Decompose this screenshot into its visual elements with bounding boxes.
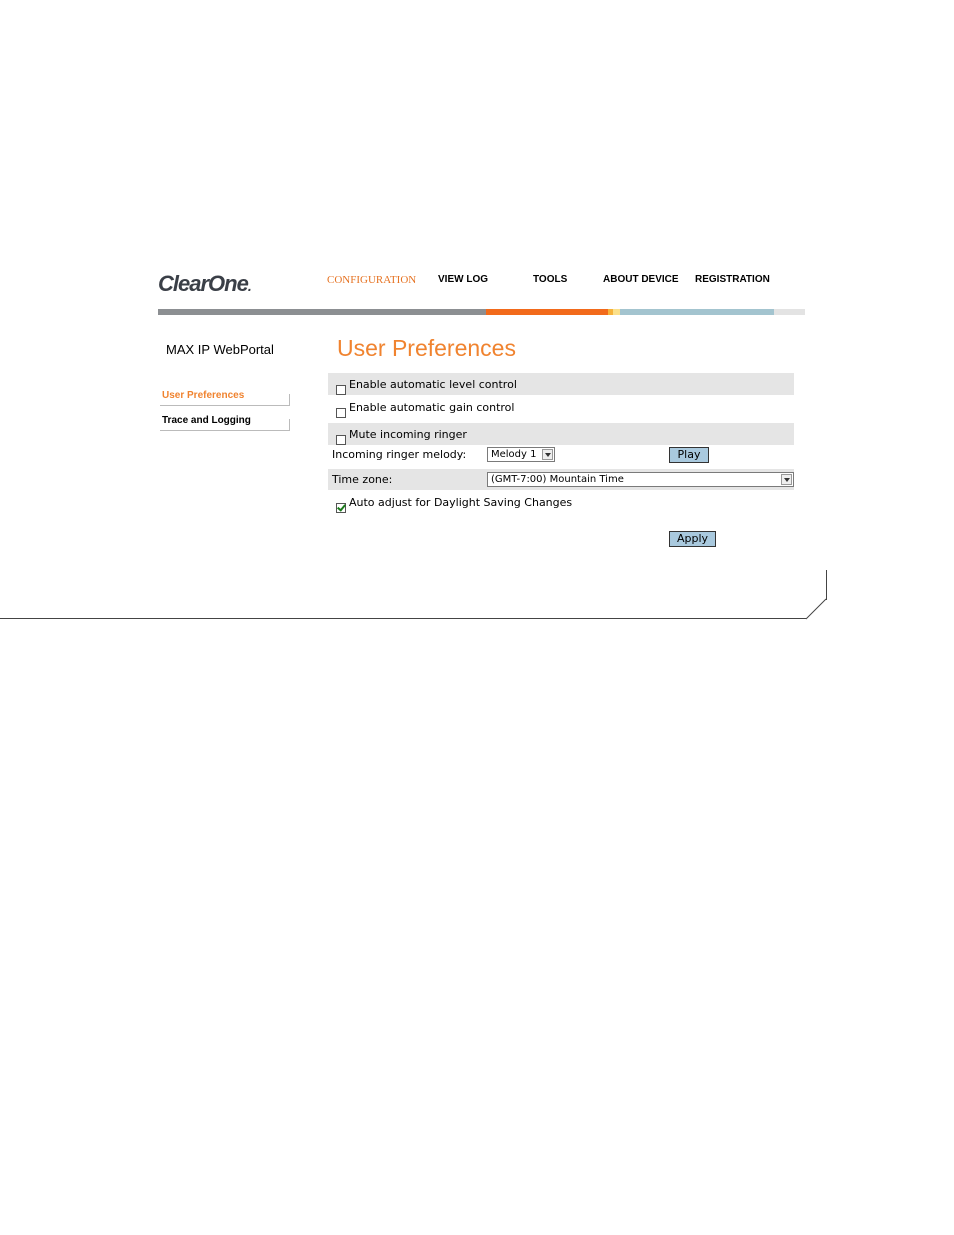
nav-registration[interactable]: REGISTRATION <box>695 274 770 285</box>
sidebar-item-user-preferences[interactable]: User Preferences <box>160 388 290 406</box>
row-timezone <box>328 469 794 490</box>
frame-right-line <box>826 570 827 600</box>
nav-tools[interactable]: TOOLS <box>533 274 568 285</box>
timezone-label: Time zone: <box>332 473 393 486</box>
timezone-select[interactable]: (GMT-7:00) Mountain Time <box>487 472 794 487</box>
enable-alc-checkbox[interactable] <box>336 385 346 395</box>
nav-about-device[interactable]: ABOUT DEVICE <box>603 274 679 285</box>
mute-ringer-label: Mute incoming ringer <box>349 428 467 441</box>
chevron-down-icon <box>542 449 553 460</box>
enable-alc-label: Enable automatic level control <box>349 378 517 391</box>
apply-button[interactable]: Apply <box>669 531 716 547</box>
header-bar-orange <box>486 309 608 315</box>
enable-agc-checkbox[interactable] <box>336 408 346 418</box>
melody-label: Incoming ringer melody: <box>332 448 467 461</box>
header-bar-blue <box>620 309 774 315</box>
header-bar-gray <box>158 309 486 315</box>
sidebar-item-trace-and-logging[interactable]: Trace and Logging <box>160 413 290 431</box>
header-bar-light <box>774 309 805 315</box>
clearone-logo: ClearOne. <box>158 271 251 296</box>
nav-configuration[interactable]: CONFIGURATION <box>327 274 417 286</box>
row-mute-ringer <box>328 423 794 445</box>
portal-title: MAX IP WebPortal <box>166 342 274 357</box>
row-enable-alc <box>328 373 794 395</box>
dst-checkbox[interactable] <box>336 503 346 513</box>
frame-bottom-line <box>0 618 806 619</box>
dst-label: Auto adjust for Daylight Saving Changes <box>349 496 573 509</box>
nav-view-log[interactable]: VIEW LOG <box>438 274 488 285</box>
page-title: User Preferences <box>337 335 516 361</box>
frame-corner <box>804 598 828 620</box>
chevron-down-icon <box>781 474 792 485</box>
melody-select[interactable]: Melody 1 <box>487 447 555 462</box>
play-button[interactable]: Play <box>669 447 709 463</box>
mute-ringer-checkbox[interactable] <box>336 435 346 445</box>
header-bar-yellow <box>613 309 620 315</box>
enable-agc-label: Enable automatic gain control <box>349 401 515 414</box>
row-enable-agc <box>328 396 794 418</box>
